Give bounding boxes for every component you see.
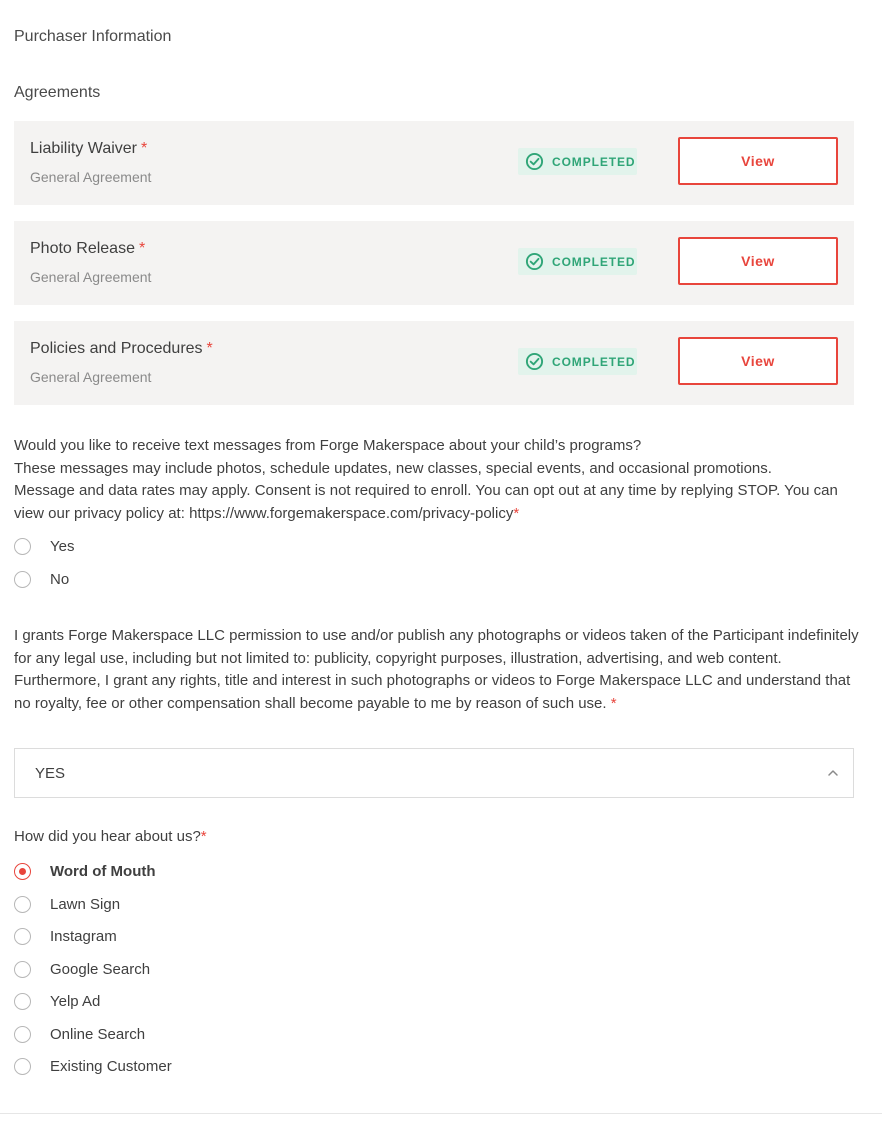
required-marker: * — [200, 828, 207, 845]
agreement-card-liability-waiver — [14, 121, 854, 205]
radio-label: Instagram — [50, 927, 117, 945]
radio-button[interactable] — [14, 961, 31, 978]
photo-permission-select[interactable] — [14, 748, 854, 798]
referral-option-lawn-sign[interactable] — [14, 892, 120, 916]
section-divider — [0, 1113, 882, 1114]
purchaser-information-heading: Purchaser Information — [14, 28, 172, 45]
agreement-type: General Agreement — [30, 269, 152, 285]
required-marker: * — [513, 504, 520, 522]
status-label: COMPLETED — [552, 254, 636, 269]
agreement-title: Policies and Procedures * — [30, 340, 213, 357]
agreement-card-photo-release — [14, 221, 854, 305]
radio-button[interactable] — [14, 928, 31, 945]
radio-button-selected[interactable] — [14, 863, 31, 880]
radio-button[interactable] — [14, 1058, 31, 1075]
status-label: COMPLETED — [552, 354, 636, 369]
selected-value: YES — [35, 764, 66, 782]
referral-option-instagram[interactable] — [14, 924, 117, 948]
referral-option-existing-customer[interactable] — [14, 1054, 172, 1078]
radio-button[interactable] — [14, 993, 31, 1010]
view-policies-and-procedures-button[interactable]: View — [678, 337, 838, 385]
text-consent-option-no[interactable] — [14, 567, 69, 591]
required-marker: * — [610, 694, 617, 712]
referral-option-google-search[interactable] — [14, 957, 150, 981]
agreement-title: Photo Release * — [30, 240, 146, 257]
agreements-heading: Agreements — [14, 84, 101, 101]
radio-button[interactable] — [14, 896, 31, 913]
radio-label: No — [50, 570, 70, 588]
radio-button[interactable] — [14, 1026, 31, 1043]
status-label: COMPLETED — [552, 154, 636, 169]
text-consent-line-2: These messages may include photos, schedule updates, new classes, special events, and occasional promotions. — [14, 459, 772, 477]
text-consent-line-3: Message and data rates may apply. Consent is not required to enroll. You can opt out at any time by replying STOP. You can view our privacy policy at: https://www.forgemakerspace.com/privacy-policy* — [14, 482, 838, 522]
agreement-card-policies-and-procedures — [14, 321, 854, 405]
agreement-title: Liability Waiver * — [30, 140, 148, 157]
agreement-type: General Agreement — [30, 169, 152, 185]
text-consent-option-yes[interactable] — [14, 534, 74, 558]
completed-status-badge — [518, 248, 637, 275]
view-photo-release-button[interactable]: View — [678, 237, 838, 285]
view-liability-waiver-button[interactable]: View — [678, 137, 838, 185]
chevron-up-icon — [827, 767, 839, 779]
referral-question: How did you hear about us?* — [14, 828, 207, 845]
radio-label: Google Search — [50, 960, 151, 978]
referral-option-online-search[interactable] — [14, 1022, 145, 1046]
radio-button[interactable] — [14, 571, 31, 588]
radio-label: Yelp Ad — [50, 992, 101, 1010]
radio-label: Online Search — [50, 1025, 146, 1043]
photo-permission-statement — [14, 625, 859, 715]
radio-label: Existing Customer — [50, 1057, 172, 1075]
radio-label: Word of Mouth — [50, 862, 156, 880]
radio-button[interactable] — [14, 538, 31, 555]
text-consent-line-1: Would you like to receive text messages from Forge Makerspace about your child’s programs? — [14, 437, 642, 454]
required-marker: * — [141, 140, 148, 157]
completed-status-badge — [518, 348, 637, 375]
photo-permission-paragraph-1: I grants Forge Makerspace LLC permission to use and/or publish any photographs or videos taken of the Participant indefinitely for any legal use, including but not limited to: publicity, copyright purposes, illustration, advertising, and web content. — [14, 627, 859, 667]
photo-permission-paragraph-2: Furthermore, I grant any rights, title and interest in such photographs or videos to Forge Makerspace LLC and understand that no royalty, fee or other compensation shall become payable to me by reason of such use. * — [14, 672, 851, 712]
referral-option-yelp-ad[interactable] — [14, 989, 100, 1013]
agreement-type: General Agreement — [30, 369, 152, 385]
radio-label: Yes — [50, 537, 75, 555]
completed-status-badge — [518, 148, 637, 175]
required-marker: * — [138, 240, 146, 257]
check-circle-icon — [525, 152, 544, 171]
required-marker: * — [206, 340, 213, 357]
radio-label: Lawn Sign — [50, 895, 121, 913]
referral-option-word-of-mouth[interactable] — [14, 859, 156, 883]
text-consent-question — [14, 435, 859, 525]
check-circle-icon — [525, 352, 544, 371]
check-circle-icon — [525, 252, 544, 271]
